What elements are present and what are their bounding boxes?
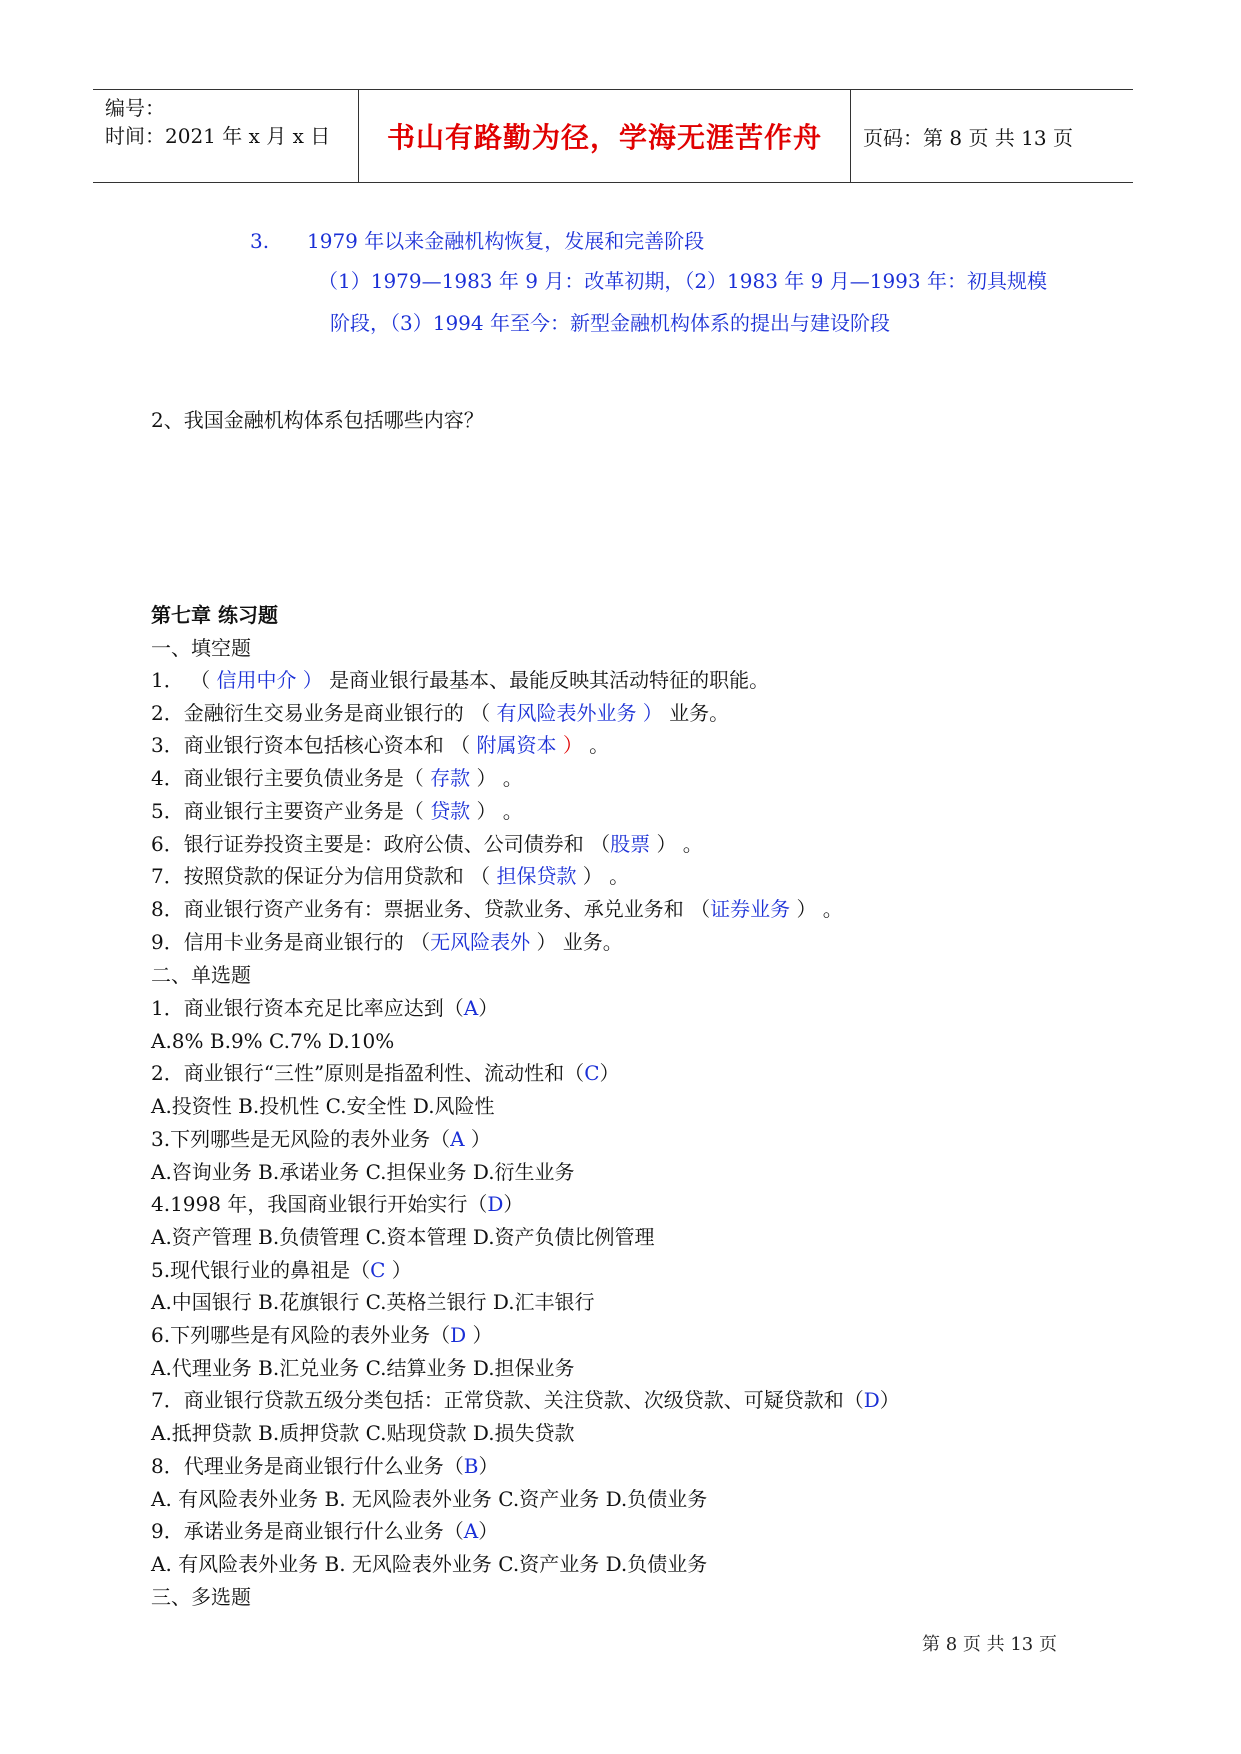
single-options: A.代理业务 B.汇兑业务 C.结算业务 D.担保业务 (151, 1356, 575, 1380)
fill-item (151, 797, 523, 825)
single-question (151, 1452, 498, 1480)
page-header (93, 89, 1133, 183)
single-question (151, 1125, 491, 1153)
single-heading: 二、单选题 (151, 963, 251, 987)
fill-item-text: 3．商业银行资本包括核心资本和 （ (151, 733, 471, 757)
question-answer: C (584, 1061, 600, 1085)
question-text: 9．承诺业务是商业银行什么业务（ (151, 1519, 464, 1543)
question-end: ） (464, 1127, 491, 1151)
fill-item-tail: 。 (582, 733, 610, 757)
fill-item-answer: 有风险表外业务 ） (490, 701, 663, 725)
question-end: ） (879, 1388, 900, 1412)
single-question (151, 1386, 900, 1414)
fill-item-tail: ） 。 (576, 864, 630, 888)
question-answer: D (863, 1388, 880, 1412)
item3-line3: 阶段，（3）1994 年至今：新型金融机构体系的提出与建设阶段 (330, 311, 890, 335)
motto: 书山有路勤为径，学海无涯苦作舟 (386, 121, 822, 154)
fill-item-tail: ） 。 (650, 832, 703, 856)
question-end: ） (478, 1454, 499, 1478)
question-end: ） (385, 1258, 412, 1282)
doc-number-label: 编号： (105, 96, 165, 120)
fill-item-tail: ） 。 (470, 799, 523, 823)
fill-item-answer: 附属资本 (470, 733, 563, 757)
question-text: 4.1998 年，我国商业银行开始实行（ (151, 1192, 488, 1216)
item3-line2: （1）1979—1983 年 9 月：改革初期，（2）1983 年 9 月—1993 年：初具规模 (318, 269, 1047, 293)
question-answer: B (463, 1454, 479, 1478)
fill-item-answer: 股票 (610, 832, 651, 856)
header-meta-cell (93, 90, 359, 182)
chapter-title: 第七章 练习题 (151, 603, 278, 627)
single-options: A. 有风险表外业务 B. 无风险表外业务 C.资产业务 D.负债业务 (151, 1487, 708, 1511)
fill-item-text: 2．金融衍生交易业务是商业银行的 （ (151, 701, 491, 725)
question-2: 2、我国金融机构体系包括哪些内容？ (151, 408, 484, 432)
question-text: 2．商业银行“三性”原则是指盈利性、流动性和（ (151, 1061, 585, 1085)
fill-item-text: 5．商业银行主要资产业务是（ (151, 799, 431, 823)
fill-item-answer: 存款 (430, 766, 471, 790)
single-question (151, 994, 498, 1022)
question-text: 6.下列哪些是有风险的表外业务（ (151, 1323, 451, 1347)
fill-item (151, 830, 703, 858)
fill-item-answer: 证券业务 (710, 897, 791, 921)
header-page-cell (851, 90, 1133, 182)
fill-item-answer: 信用中介 ） (210, 668, 323, 692)
single-question (151, 1517, 498, 1545)
question-end: ） (478, 1519, 499, 1543)
fill-item-tail: 是商业银行最基本、最能反映其活动特征的职能。 (322, 668, 770, 692)
fill-item (151, 895, 843, 923)
single-question (151, 1059, 620, 1087)
question-answer: A (463, 996, 479, 1020)
question-answer: A (450, 1127, 465, 1151)
question-end: ） (503, 1192, 524, 1216)
multi-heading: 三、多选题 (151, 1585, 251, 1609)
fill-item (151, 666, 769, 694)
item3-number: 3. (250, 229, 270, 253)
fill-item (151, 928, 623, 956)
question-end: ） (599, 1061, 620, 1085)
question-end: ） (466, 1323, 493, 1347)
doc-time-label: 时间：2021 年 x 月 x 日 (105, 124, 331, 148)
fill-item-tail: 业务。 (662, 701, 730, 725)
fill-item-answer: 担保贷款 (496, 864, 577, 888)
question-text: 3.下列哪些是无风险的表外业务（ (151, 1127, 451, 1151)
question-text: 5.现代银行业的鼻祖是（ (151, 1258, 371, 1282)
fill-item-text: 8．商业银行资产业务有：票据业务、贷款业务、承兑业务和 （ (151, 897, 711, 921)
item3-title: 1979 年以来金融机构恢复，发展和完善阶段 (307, 229, 705, 253)
fill-item-tail: ） 。 (790, 897, 843, 921)
single-options: A.8% B.9% C.7% D.10% (151, 1029, 395, 1053)
fill-item (151, 764, 523, 792)
fill-item-text: 1． （ (151, 668, 211, 692)
question-text: 7．商业银行贷款五级分类包括：正常贷款、关注贷款、次级贷款、可疑贷款和（ (151, 1388, 864, 1412)
single-options: A.咨询业务 B.承诺业务 C.担保业务 D.衍生业务 (151, 1160, 575, 1184)
question-answer: A (463, 1519, 479, 1543)
fill-heading: 一、填空题 (151, 636, 251, 660)
question-text: 1．商业银行资本充足比率应达到（ (151, 996, 464, 1020)
single-question (151, 1190, 523, 1218)
single-options: A.资产管理 B.负债管理 C.资本管理 D.资产负债比例管理 (151, 1225, 655, 1249)
question-end: ） (478, 996, 499, 1020)
single-options: A.中国银行 B.花旗银行 C.英格兰银行 D.汇丰银行 (151, 1290, 595, 1314)
fill-item-text: 9．信用卡业务是商业银行的 （ (151, 930, 431, 954)
question-text: 8．代理业务是商业银行什么业务（ (151, 1454, 464, 1478)
fill-item (151, 731, 609, 759)
header-motto-cell (359, 90, 851, 182)
fill-item (151, 862, 629, 890)
question-answer: C (370, 1258, 386, 1282)
fill-item-answer: 无风险表外 (430, 930, 531, 954)
fill-item-text: 6．银行证券投资主要是：政府公债、公司债券和 （ (151, 832, 611, 856)
fill-item (151, 699, 729, 727)
page-footer: 第 8 页 共 13 页 (922, 1634, 1057, 1655)
single-question (151, 1321, 493, 1349)
fill-item-text: 7．按照贷款的保证分为信用贷款和 （ (151, 864, 497, 888)
single-question (151, 1256, 412, 1284)
single-options: A.投资性 B.投机性 C.安全性 D.风险性 (151, 1094, 495, 1118)
header-page-label: 页码：第 8 页 共 13 页 (863, 125, 1073, 150)
question-answer: D (450, 1323, 467, 1347)
single-options: A.抵押贷款 B.质押贷款 C.贴现贷款 D.损失贷款 (151, 1421, 575, 1445)
fill-item-bracket: ） (562, 733, 583, 757)
fill-item-tail: ） 业务。 (530, 930, 623, 954)
fill-item-text: 4．商业银行主要负债业务是（ (151, 766, 431, 790)
single-options: A. 有风险表外业务 B. 无风险表外业务 C.资产业务 D.负债业务 (151, 1552, 708, 1576)
question-answer: D (487, 1192, 504, 1216)
fill-item-tail: ） 。 (470, 766, 523, 790)
fill-item-answer: 贷款 (430, 799, 471, 823)
